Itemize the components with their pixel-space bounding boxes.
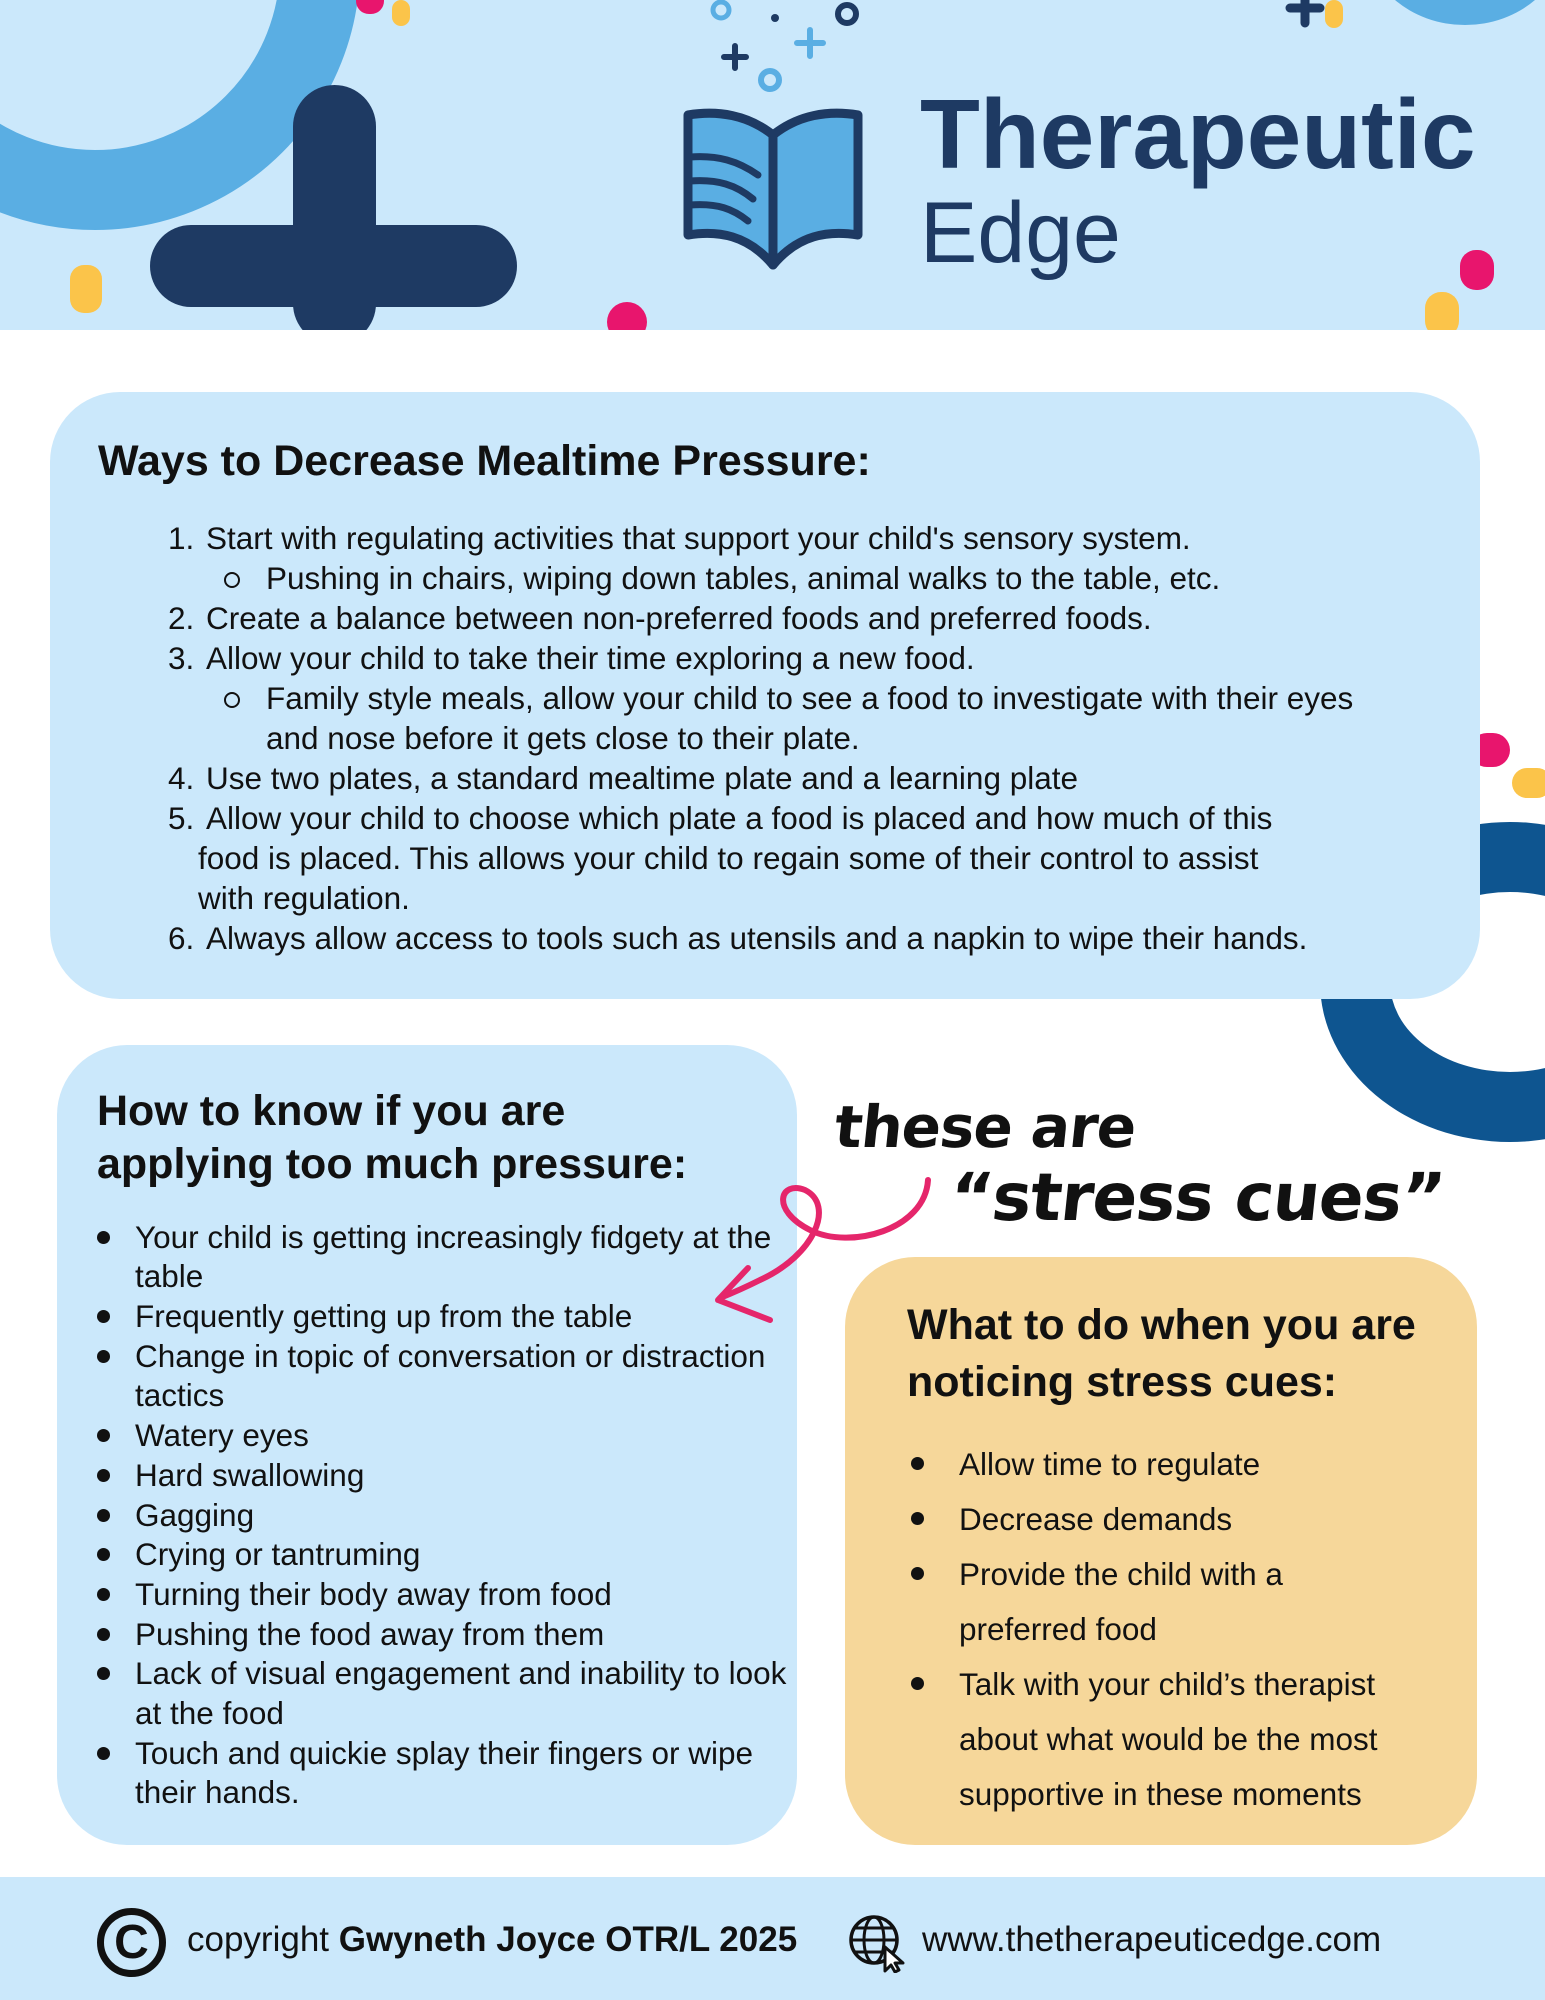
mealtime-pressure-card [50, 392, 1480, 999]
list-item-text: Always allow access to tools such as utensils and a napkin to wipe their hands. [206, 919, 1308, 956]
list-item [98, 518, 1432, 598]
copyright-icon: C [97, 1908, 166, 1977]
list-item: Talk with your child’s therapist about what would be the most supportive in these moments [907, 1657, 1427, 1822]
list-item [98, 798, 1432, 918]
mealtime-pressure-list [98, 518, 1432, 958]
yellow-pill-dot [70, 265, 102, 313]
copyright-text [187, 1921, 797, 1960]
brand-subtitle: Edge [920, 185, 1121, 281]
list-item [98, 598, 1432, 638]
yellow-pill-dot [392, 0, 410, 26]
list-item-text: Create a balance between non-preferred foods and preferred foods. [206, 599, 1152, 636]
list-item: Your child is getting increasingly fidgety at the table [45, 1218, 787, 1297]
list-item-text: Allow your child to choose which plate a food is placed and how much of this food is placed. This allows your child to regain some of their control to assist with regulation. [198, 799, 1273, 916]
list-item: Watery eyes [45, 1416, 787, 1456]
list-number: 1. [168, 519, 195, 556]
plus-sparkle-icon [1280, 0, 1330, 30]
list-item: Lack of visual engagement and inability to look at the food [45, 1654, 787, 1733]
decorative-circle-top-right [1365, 0, 1545, 25]
open-book-icon [678, 95, 868, 275]
stress-cues-card [845, 1257, 1477, 1845]
footer [0, 1877, 1545, 2000]
list-number: 6. [168, 919, 195, 956]
list-number: 3. [168, 639, 195, 676]
pressure-signs-list [97, 1218, 787, 1814]
list-item-text: Allow your child to take their time exploring a new food. [206, 639, 975, 676]
header-banner [0, 0, 1545, 330]
too-much-pressure-title: How to know if you are applying too much pressure: [97, 1087, 688, 1189]
list-item: Change in topic of conversation or distraction tactics [45, 1337, 787, 1416]
mealtime-pressure-title: Ways to Decrease Mealtime Pressure: [98, 437, 871, 485]
pink-pill-dot [607, 302, 647, 330]
list-item-text: Start with regulating activities that support your child's sensory system. [206, 519, 1191, 556]
list-item: Gagging [45, 1496, 787, 1536]
list-item: Pushing the food away from them [45, 1615, 787, 1655]
yellow-pill-dot [1512, 768, 1545, 798]
stress-cues-title: What to do when you are noticing stress cues: [907, 1301, 1416, 1406]
plus-shape-horizontal [150, 225, 517, 307]
annotation-line-2: “stress cues” [946, 1159, 1448, 1236]
pink-pill-dot [356, 0, 384, 14]
sub-list-item: Pushing in chairs, wiping down tables, animal walks to the table, etc. [206, 558, 1432, 598]
list-number: 5. [168, 799, 195, 836]
list-item [98, 758, 1432, 798]
too-much-pressure-card [57, 1045, 797, 1845]
globe-cursor-icon [847, 1913, 907, 1973]
stress-cues-actions-list [907, 1437, 1427, 1822]
list-item: Frequently getting up from the table [45, 1297, 787, 1337]
list-item: Crying or tantruming [45, 1535, 787, 1575]
list-item: Provide the child with a preferred food [907, 1547, 1427, 1657]
website-link[interactable]: www.thetherapeuticedge.com [922, 1920, 1382, 1959]
brand-title: Therapeutic [920, 79, 1476, 189]
list-item: Allow time to regulate [907, 1437, 1427, 1492]
sub-list-item: Family style meals, allow your child to see a food to investigate with their eyes and nose before it gets close to their plate. [206, 678, 1432, 758]
copyright-author: Gwyneth Joyce OTR/L 2025 [338, 1920, 798, 1959]
list-number: 4. [168, 759, 195, 796]
list-item: Decrease demands [907, 1492, 1427, 1547]
list-item [98, 638, 1432, 758]
list-item: Turning their body away from food [45, 1575, 787, 1615]
list-item: Hard swallowing [45, 1456, 787, 1496]
list-item [98, 918, 1432, 958]
yellow-pill-dot [1425, 292, 1459, 330]
sparkle-icons [700, 0, 870, 100]
copyright-prefix: copyright [187, 1920, 339, 1959]
annotation-line-1: these are [831, 1093, 1140, 1161]
list-item: Touch and quickie splay their fingers or wipe their hands. [45, 1734, 787, 1813]
list-item-text: Use two plates, a standard mealtime plate and a learning plate [206, 759, 1079, 796]
pink-pill-dot [1460, 250, 1494, 290]
list-number: 2. [168, 599, 195, 636]
